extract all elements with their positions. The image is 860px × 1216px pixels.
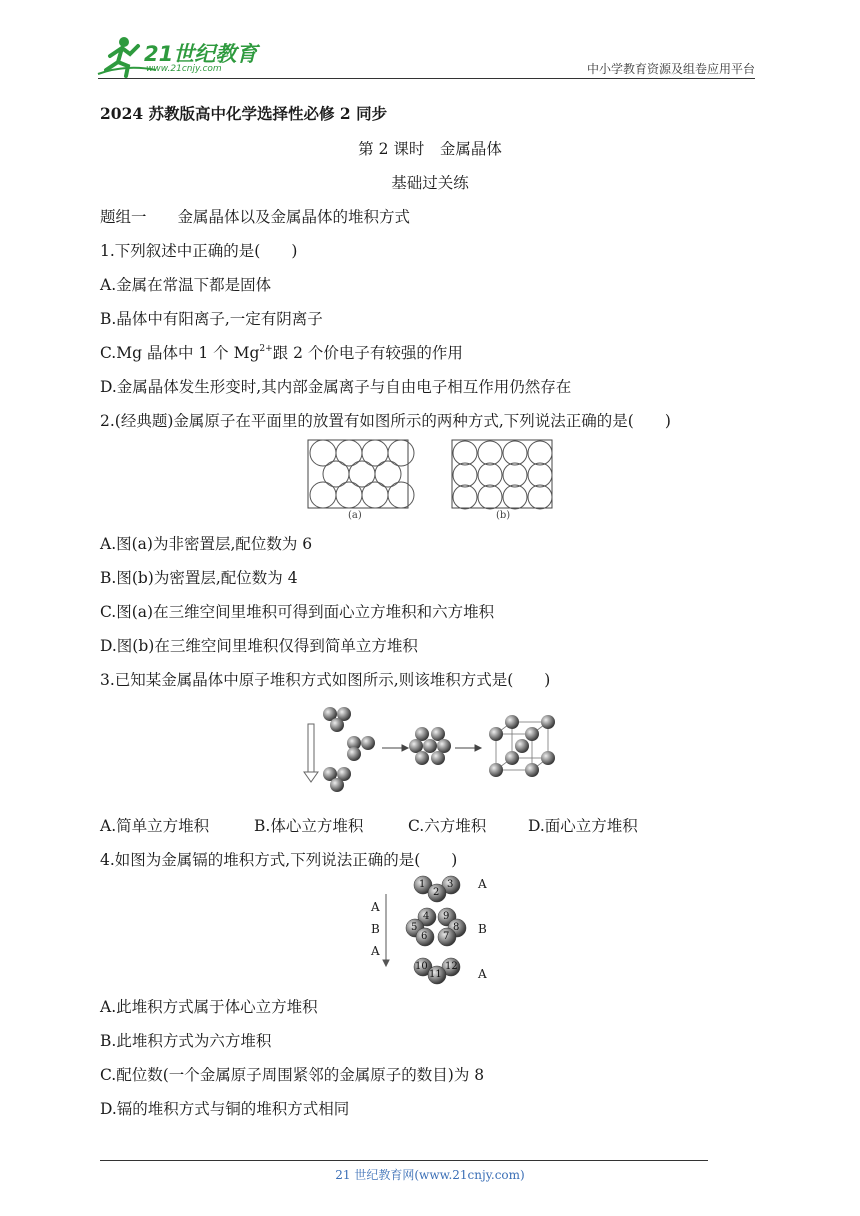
doc-title: 2024 苏教版高中化学选择性必修 2 同步 xyxy=(100,104,388,123)
q3-option-c: C.六方堆积 xyxy=(408,817,487,835)
atom-label-1: 1 xyxy=(419,879,426,890)
q4-left-label-2: B xyxy=(371,922,380,936)
q4-option-a: A.此堆积方式属于体心立方堆积 xyxy=(100,998,318,1016)
q2-fig-b-label: (b) xyxy=(496,510,511,521)
group-heading: 题组一 金属晶体以及金属晶体的堆积方式 xyxy=(100,208,411,226)
q1-option-c-post: 跟 2 个价电子有较强的作用 xyxy=(272,344,463,362)
q4-option-d: D.镉的堆积方式与铜的堆积方式相同 xyxy=(100,1100,350,1118)
q2-option-d: D.图(b)在三维空间里堆积仅得到简单立方堆积 xyxy=(100,637,418,655)
atom-label-10: 10 xyxy=(415,961,428,972)
header-platform-text: 中小学教育资源及组卷应用平台 xyxy=(586,62,755,76)
q4-figure xyxy=(366,872,496,990)
q1-option-c-pre: C.Mg 晶体中 1 个 Mg xyxy=(100,344,260,362)
atom-label-5: 5 xyxy=(411,922,418,933)
layer-sequence-arrow-icon xyxy=(383,894,389,966)
atom-label-2: 2 xyxy=(433,887,440,898)
site-logo xyxy=(96,34,266,78)
q2-option-a: A.图(a)为非密置层,配位数为 6 xyxy=(100,535,313,553)
q4-right-label-3: A xyxy=(478,967,487,981)
q1-option-d: D.金属晶体发生形变时,其内部金属离子与自由电子相互作用仍然存在 xyxy=(100,378,572,396)
atom-label-8: 8 xyxy=(453,922,460,933)
q3-stem: 3.已知某金属晶体中原子堆积方式如图所示,则该堆积方式是( ) xyxy=(100,671,551,689)
close-packed-layer-a xyxy=(308,440,414,508)
footer-link[interactable]: 21 世纪教育网(www.21cnjy.com) xyxy=(335,1168,525,1182)
layer-group-bottom xyxy=(323,767,351,792)
q2-option-c: C.图(a)在三维空间里堆积可得到面心立方堆积和六方堆积 xyxy=(100,603,495,621)
layer-group-middle xyxy=(347,736,375,761)
q2-stem: 2.(经典题)金属原子在平面里的放置有如图所示的两种方式,下列说法正确的是( ) xyxy=(100,412,671,430)
q4-right-label-2: B xyxy=(478,922,487,936)
right-arrow-icon xyxy=(382,745,408,751)
q4-right-label-1: A xyxy=(478,877,487,891)
q2-fig-a-label: (a) xyxy=(348,510,362,521)
stacked-cluster xyxy=(409,727,451,765)
q1-option-b: B.晶体中有阳离子,一定有阴离子 xyxy=(100,310,323,328)
q4-stem: 4.如图为金属镉的堆积方式,下列说法正确的是( ) xyxy=(100,851,458,869)
layer-group-top xyxy=(323,707,351,732)
q3-figure xyxy=(300,700,570,800)
q4-left-label-3: A xyxy=(371,944,380,958)
q4-option-c: C.配位数(一个金属原子周围紧邻的金属原子的数目)为 8 xyxy=(100,1066,485,1084)
q2-option-b: B.图(b)为密置层,配位数为 4 xyxy=(100,569,298,587)
unit-cell xyxy=(489,715,555,777)
q1-option-c xyxy=(100,343,463,363)
stacking-arrow-down-icon xyxy=(304,724,318,782)
atom-label-7: 7 xyxy=(443,931,450,942)
logo-title: 21世纪教育 xyxy=(144,42,258,66)
q4-left-label-1: A xyxy=(371,900,380,914)
atom-label-12: 12 xyxy=(445,961,458,972)
q3-option-d: D.面心立方堆积 xyxy=(528,817,638,835)
atom-label-4: 4 xyxy=(423,911,430,922)
section-title: 基础过关练 xyxy=(391,174,469,192)
logo-url: www.21cnjy.com xyxy=(146,64,222,74)
header-divider xyxy=(98,78,755,79)
q2-figure xyxy=(306,438,566,526)
q3-options xyxy=(100,816,638,836)
footer-divider xyxy=(100,1160,708,1161)
atom-label-3: 3 xyxy=(447,879,454,890)
q3-option-a: A.简单立方堆积 xyxy=(100,817,210,835)
q1-option-a: A.金属在常温下都是固体 xyxy=(100,276,272,294)
q4-option-b: B.此堆积方式为六方堆积 xyxy=(100,1032,272,1050)
atom-label-11: 11 xyxy=(429,969,442,980)
lesson-title: 第 2 课时 金属晶体 xyxy=(358,140,502,158)
square-layer-b xyxy=(452,440,552,509)
right-arrow-icon xyxy=(455,745,481,751)
q1-option-c-charge: 2+ xyxy=(259,344,273,354)
atom-label-6: 6 xyxy=(421,931,428,942)
q1-stem: 1.下列叙述中正确的是( ) xyxy=(100,242,298,260)
q3-option-b: B.体心立方堆积 xyxy=(254,817,364,835)
atom-label-9: 9 xyxy=(443,911,450,922)
